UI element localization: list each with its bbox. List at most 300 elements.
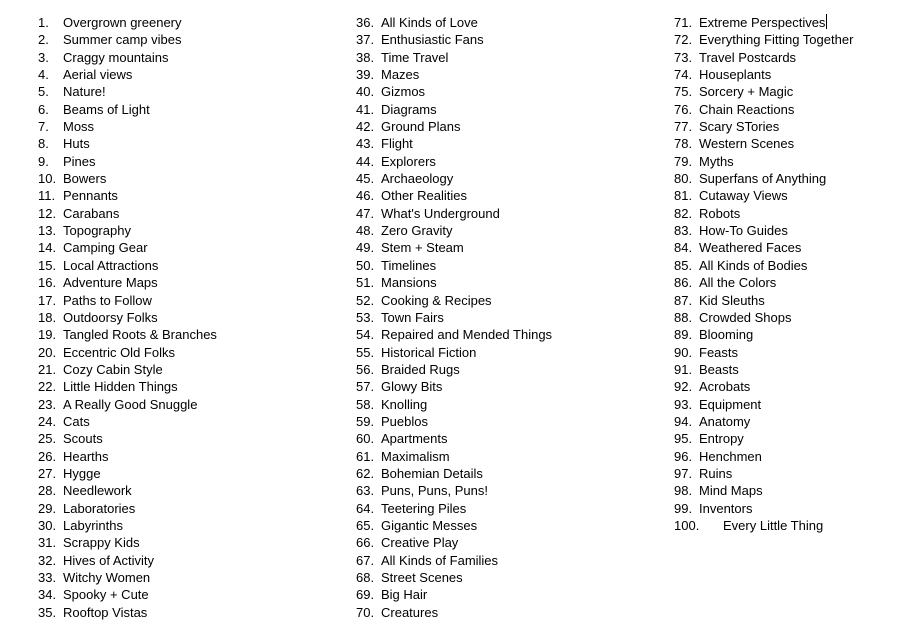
list-item-text: Archaeology [381,171,454,187]
list-item [674,239,853,256]
list-item [674,396,853,413]
list-item-text: Explorers [381,153,436,169]
list-item-text: Puns, Puns, Puns! [381,483,488,499]
list-item-number: 95. [674,431,693,447]
list-item-number: 38. [356,49,375,65]
list-item [356,378,552,395]
list-item-number: 27. [38,465,57,481]
list-item [356,49,552,66]
list-item [38,135,217,152]
list-item-number: 52. [356,292,375,308]
list-item [38,257,217,274]
list-item [38,153,217,170]
list-item-number: 36. [356,15,375,30]
list-item [38,49,217,66]
list-item-number: 55. [356,344,375,360]
list-item-number: 3. [38,49,49,65]
list-item [356,31,552,48]
list-item-number: 2. [38,32,49,48]
list-item [38,586,217,603]
list-item-number: 22. [38,379,57,395]
list-item [674,482,853,499]
list-item [674,326,853,343]
list-item-text: Hearths [63,448,109,464]
list-item [356,430,552,447]
list-item-text: Time Travel [381,49,449,65]
list-item-text: Blooming [699,327,754,343]
list-item [356,396,552,413]
list-item-text: Tangled Roots & Branches [63,327,217,343]
list-item-text: Gigantic Messes [381,517,478,533]
list-item-number: 78. [674,136,693,152]
list-item-text: Enthusiastic Fans [381,32,484,48]
list-item-number: 16. [38,275,57,291]
list-item-text: Stem + Steam [381,240,464,256]
list-item-number: 87. [674,292,693,308]
list-item-text: Western Scenes [699,136,795,152]
list-item-text: All Kinds of Bodies [699,257,808,273]
list-item [38,239,217,256]
list-item [38,396,217,413]
list-item [674,344,853,361]
list-item-text: Myths [699,153,734,169]
list-item-text: Apartments [381,431,448,447]
list-item-text: Aerial views [63,67,133,83]
list-item-number: 51. [356,275,375,291]
list-item [38,205,217,222]
list-item-text: Needlework [63,483,132,499]
list-item [674,500,853,517]
list-item [38,222,217,239]
list-item-text: What's Underground [381,205,500,221]
list-item [38,378,217,395]
list-item-number: 62. [356,465,375,481]
list-item-number: 17. [38,292,57,308]
list-item [356,170,552,187]
list-item-text: Diagrams [381,101,437,117]
list-item [674,31,853,48]
list-item-number: 29. [38,500,57,516]
list-item [38,604,217,621]
list-item-text: Mazes [381,67,420,83]
list-item [356,448,552,465]
list-item-number: 84. [674,240,693,256]
list-item-number: 30. [38,517,57,533]
list-item-number: 98. [674,483,693,499]
list-item-text: Anatomy [699,413,751,429]
list-item [674,66,853,83]
list-item [38,361,217,378]
list-item-number: 32. [38,552,57,568]
list-item-text: Cats [63,413,90,429]
list-item-number: 89. [674,327,693,343]
list-item-number: 24. [38,413,57,429]
list-item [38,274,217,291]
list-item [38,552,217,569]
list-item [38,292,217,309]
list-item-number: 37. [356,32,375,48]
list-item-number: 60. [356,431,375,447]
list-item-text: Chain Reactions [699,101,795,117]
list-item-text: Robots [699,205,741,221]
list-item-text: Scouts [63,431,103,447]
list-item [356,517,552,534]
list-item-number: 81. [674,188,693,204]
list-item [356,257,552,274]
list-item [38,517,217,534]
list-item [356,552,552,569]
list-item-text: Feasts [699,344,739,360]
list-item [674,101,853,118]
list-item-number: 39. [356,67,375,83]
list-item-text: Scrappy Kids [63,535,140,551]
list-item-number: 41. [356,101,375,117]
list-item [38,569,217,586]
list-item-number: 72. [674,32,693,48]
list-item-text: Hives of Activity [63,552,155,568]
list-item [356,604,552,621]
list-item [674,517,853,534]
list-item [674,170,853,187]
list-item-number: 75. [674,84,693,100]
list-item-text: Braided Rugs [381,361,460,377]
list-item-text: Extreme Perspectives [699,15,826,30]
list-item [674,118,853,135]
list-item-number: 5. [38,84,49,100]
list-item [674,187,853,204]
list-item-number: 76. [674,101,693,117]
list-item-number: 70. [356,604,375,620]
list-item-text: Knolling [381,396,428,412]
list-item [38,309,217,326]
list-item-number: 7. [38,119,49,135]
list-item-text: Creatures [381,604,439,620]
list-item [674,257,853,274]
list-item [38,534,217,551]
list-item-text: Mind Maps [699,483,763,499]
list-item-number: 21. [38,361,57,377]
list-item-number: 66. [356,535,375,551]
list-item-number: 67. [356,552,375,568]
list-item [674,14,853,31]
list-item-text: Everything Fitting Together [699,32,854,48]
list-item-text: Ground Plans [381,119,461,135]
list-item-number: 49. [356,240,375,256]
list-item-number: 73. [674,49,693,65]
list-item-text: Overgrown greenery [63,15,182,30]
list-item-text: Outdoorsy Folks [63,309,158,325]
list-item-text: Craggy mountains [63,49,169,65]
list-item-number: 93. [674,396,693,412]
list-item-text: Bowers [63,171,107,187]
list-item-text: Hygge [63,465,101,481]
list-item-text: Houseplants [699,67,772,83]
list-item [674,378,853,395]
list-item-number: 50. [356,257,375,273]
list-item-number: 65. [356,517,375,533]
list-item-number: 91. [674,361,693,377]
list-item-text: Carabans [63,205,120,221]
list-item-text: Adventure Maps [63,275,158,291]
list-item [356,205,552,222]
list-item-text: Glowy Bits [381,379,443,395]
list-item-text: Street Scenes [381,570,463,585]
list-item-number: 61. [356,448,375,464]
list-item-number: 35. [38,604,57,620]
list-item-number: 97. [674,465,693,481]
list-item [38,430,217,447]
list-item-text: Gizmos [381,84,426,100]
list-item [38,448,217,465]
list-item [356,239,552,256]
list-item [356,344,552,361]
list-item-text: Every Little Thing [723,517,824,533]
list-item-text: Nature! [63,84,106,100]
list-item-number: 48. [356,223,375,239]
list-item-text: Other Realities [381,188,467,204]
list-item [356,465,552,482]
list-item-text: Cozy Cabin Style [63,361,163,377]
list-item-text: Superfans of Anything [699,171,827,187]
list-item-number: 69. [356,587,375,603]
list-item [674,135,853,152]
list-item-text: Labyrinths [63,517,123,533]
list-item [674,448,853,465]
list-item-number: 74. [674,67,693,83]
list-item-text: All the Colors [699,275,777,291]
list-item-text: Creative Play [381,535,459,551]
list-item-text: Little Hidden Things [63,379,178,395]
list-item-text: Sorcery + Magic [699,84,794,100]
list-item-text: Ruins [699,465,733,481]
list-item-text: Pueblos [381,413,428,429]
list-item [356,413,552,430]
list-item-text: Paths to Follow [63,292,152,308]
list-item-text: Scary STories [699,119,780,135]
list-item-number: 57. [356,379,375,395]
list-item-text: Henchmen [699,448,762,464]
list-item-number: 19. [38,327,57,343]
list-item-text: Beasts [699,361,739,377]
list-item-number: 28. [38,483,57,499]
list-item-number: 94. [674,413,693,429]
list-item [356,309,552,326]
list-item-text: Equipment [699,396,762,412]
list-item-number: 47. [356,205,375,221]
list-item [38,31,217,48]
list-item-text: Historical Fiction [381,344,477,360]
list-item [38,83,217,100]
list-item-number: 31. [38,535,57,551]
list-item-text: Beams of Light [63,101,150,117]
list-item-number: 88. [674,309,693,325]
list-item-text: Cutaway Views [699,188,788,204]
list-item [38,101,217,118]
list-item [674,49,853,66]
list-item [356,500,552,517]
list-item-text: Mansions [381,275,437,291]
list-item-text: Maximalism [381,448,450,464]
list-item [38,500,217,517]
list-item [674,205,853,222]
list-item [356,14,552,31]
list-item-number: 45. [356,171,375,187]
list-item [674,83,853,100]
list-item-text: Moss [63,119,95,135]
list-item-number: 26. [38,448,57,464]
list-item-text: Witchy Women [63,570,151,585]
list-item-text: Huts [63,136,90,152]
list-item-number: 1. [38,15,49,30]
list-item-text: Topography [63,223,131,239]
list-item [356,135,552,152]
list-item-number: 20. [38,344,57,360]
list-item-text: All Kinds of Families [381,552,499,568]
list-item [356,66,552,83]
list-item [674,153,853,170]
list-item-number: 90. [674,344,693,360]
list-item-number: 86. [674,275,693,291]
list-column-3 [674,14,853,534]
list-item-number: 53. [356,309,375,325]
list-item [674,274,853,291]
list-item-number: 43. [356,136,375,152]
list-item-text: Laboratories [63,500,136,516]
list-item-number: 25. [38,431,57,447]
list-item-text: Zero Gravity [381,223,453,239]
list-item-number: 23. [38,396,57,412]
list-item [38,413,217,430]
list-item-number: 79. [674,153,693,169]
list-item-text: Travel Postcards [699,49,797,65]
list-item-text: A Really Good Snuggle [63,396,198,412]
list-item-number: 54. [356,327,375,343]
list-item-number: 82. [674,205,693,221]
list-item [38,326,217,343]
list-item-number: 96. [674,448,693,464]
list-column-1 [38,14,217,621]
list-item-text: Teetering Piles [381,500,467,516]
list-item-text: Crowded Shops [699,309,792,325]
list-item [38,482,217,499]
list-item-number: 64. [356,500,375,516]
list-item [356,482,552,499]
list-item-number: 99. [674,500,693,516]
list-item-number: 40. [356,84,375,100]
list-item-text: Big Hair [381,587,428,603]
list-item [674,292,853,309]
list-item [674,413,853,430]
text-cursor [826,14,827,29]
list-item [356,274,552,291]
list-item-number: 34. [38,587,57,603]
list-item-number: 15. [38,257,57,273]
list-item [356,326,552,343]
list-item [356,222,552,239]
list-item-number: 46. [356,188,375,204]
list-item [356,153,552,170]
list-item-text: Summer camp vibes [63,32,182,48]
list-item-number: 10. [38,171,57,187]
list-item-number: 11. [38,188,56,204]
list-item [38,118,217,135]
list-item-number: 92. [674,379,693,395]
list-column-2 [356,14,552,621]
list-item-text: How-To Guides [699,223,788,239]
list-item-number: 14. [38,240,57,256]
list-item-number: 8. [38,136,49,152]
list-item [674,222,853,239]
list-item [674,309,853,326]
list-item-number: 71. [674,15,693,30]
list-item-text: Timelines [381,257,437,273]
list-item-text: Weathered Faces [699,240,802,256]
list-item-text: Eccentric Old Folks [63,344,175,360]
list-item [674,465,853,482]
list-item-text: Rooftop Vistas [63,604,148,620]
list-item [356,101,552,118]
list-item [38,465,217,482]
list-item [674,361,853,378]
list-item [356,569,552,586]
list-item-text: Pines [63,153,96,169]
list-item-text: All Kinds of Love [381,15,478,30]
list-item [38,187,217,204]
list-item-text: Bohemian Details [381,465,483,481]
list-item [38,14,217,31]
list-item-number: 44. [356,153,375,169]
list-item-number: 42. [356,119,375,135]
list-item-text: Pennants [63,188,118,204]
list-item-number: 83. [674,223,693,239]
list-item-text: Repaired and Mended Things [381,327,553,343]
list-item [356,534,552,551]
list-item-text: Town Fairs [381,309,444,325]
list-item-text: Inventors [699,500,753,516]
list-item-number: 63. [356,483,375,499]
list-item-number: 4. [38,67,49,83]
list-item [356,361,552,378]
list-item [356,586,552,603]
list-item [38,66,217,83]
list-item-text: Local Attractions [63,257,159,273]
list-item [356,187,552,204]
list-item-number: 6. [38,101,49,117]
list-item-number: 58. [356,396,375,412]
list-item-number: 9. [38,153,49,169]
list-item-text: Entropy [699,431,744,447]
list-item-number: 100. [674,517,700,533]
list-item [356,292,552,309]
list-item-number: 59. [356,413,375,429]
list-item-number: 33. [38,570,57,585]
list-item [38,344,217,361]
list-item-text: Camping Gear [63,240,148,256]
list-item-number: 18. [38,309,57,325]
list-item-number: 77. [674,119,693,135]
list-item-number: 13. [38,223,57,239]
list-item [38,170,217,187]
list-item-text: Flight [381,136,413,152]
list-item-number: 85. [674,257,693,273]
list-item [356,118,552,135]
list-item-text: Spooky + Cute [63,587,149,603]
list-item-number: 80. [674,171,693,187]
list-item [674,430,853,447]
list-item-number: 56. [356,361,375,377]
list-item-number: 68. [356,570,375,585]
list-item-text: Kid Sleuths [699,292,765,308]
